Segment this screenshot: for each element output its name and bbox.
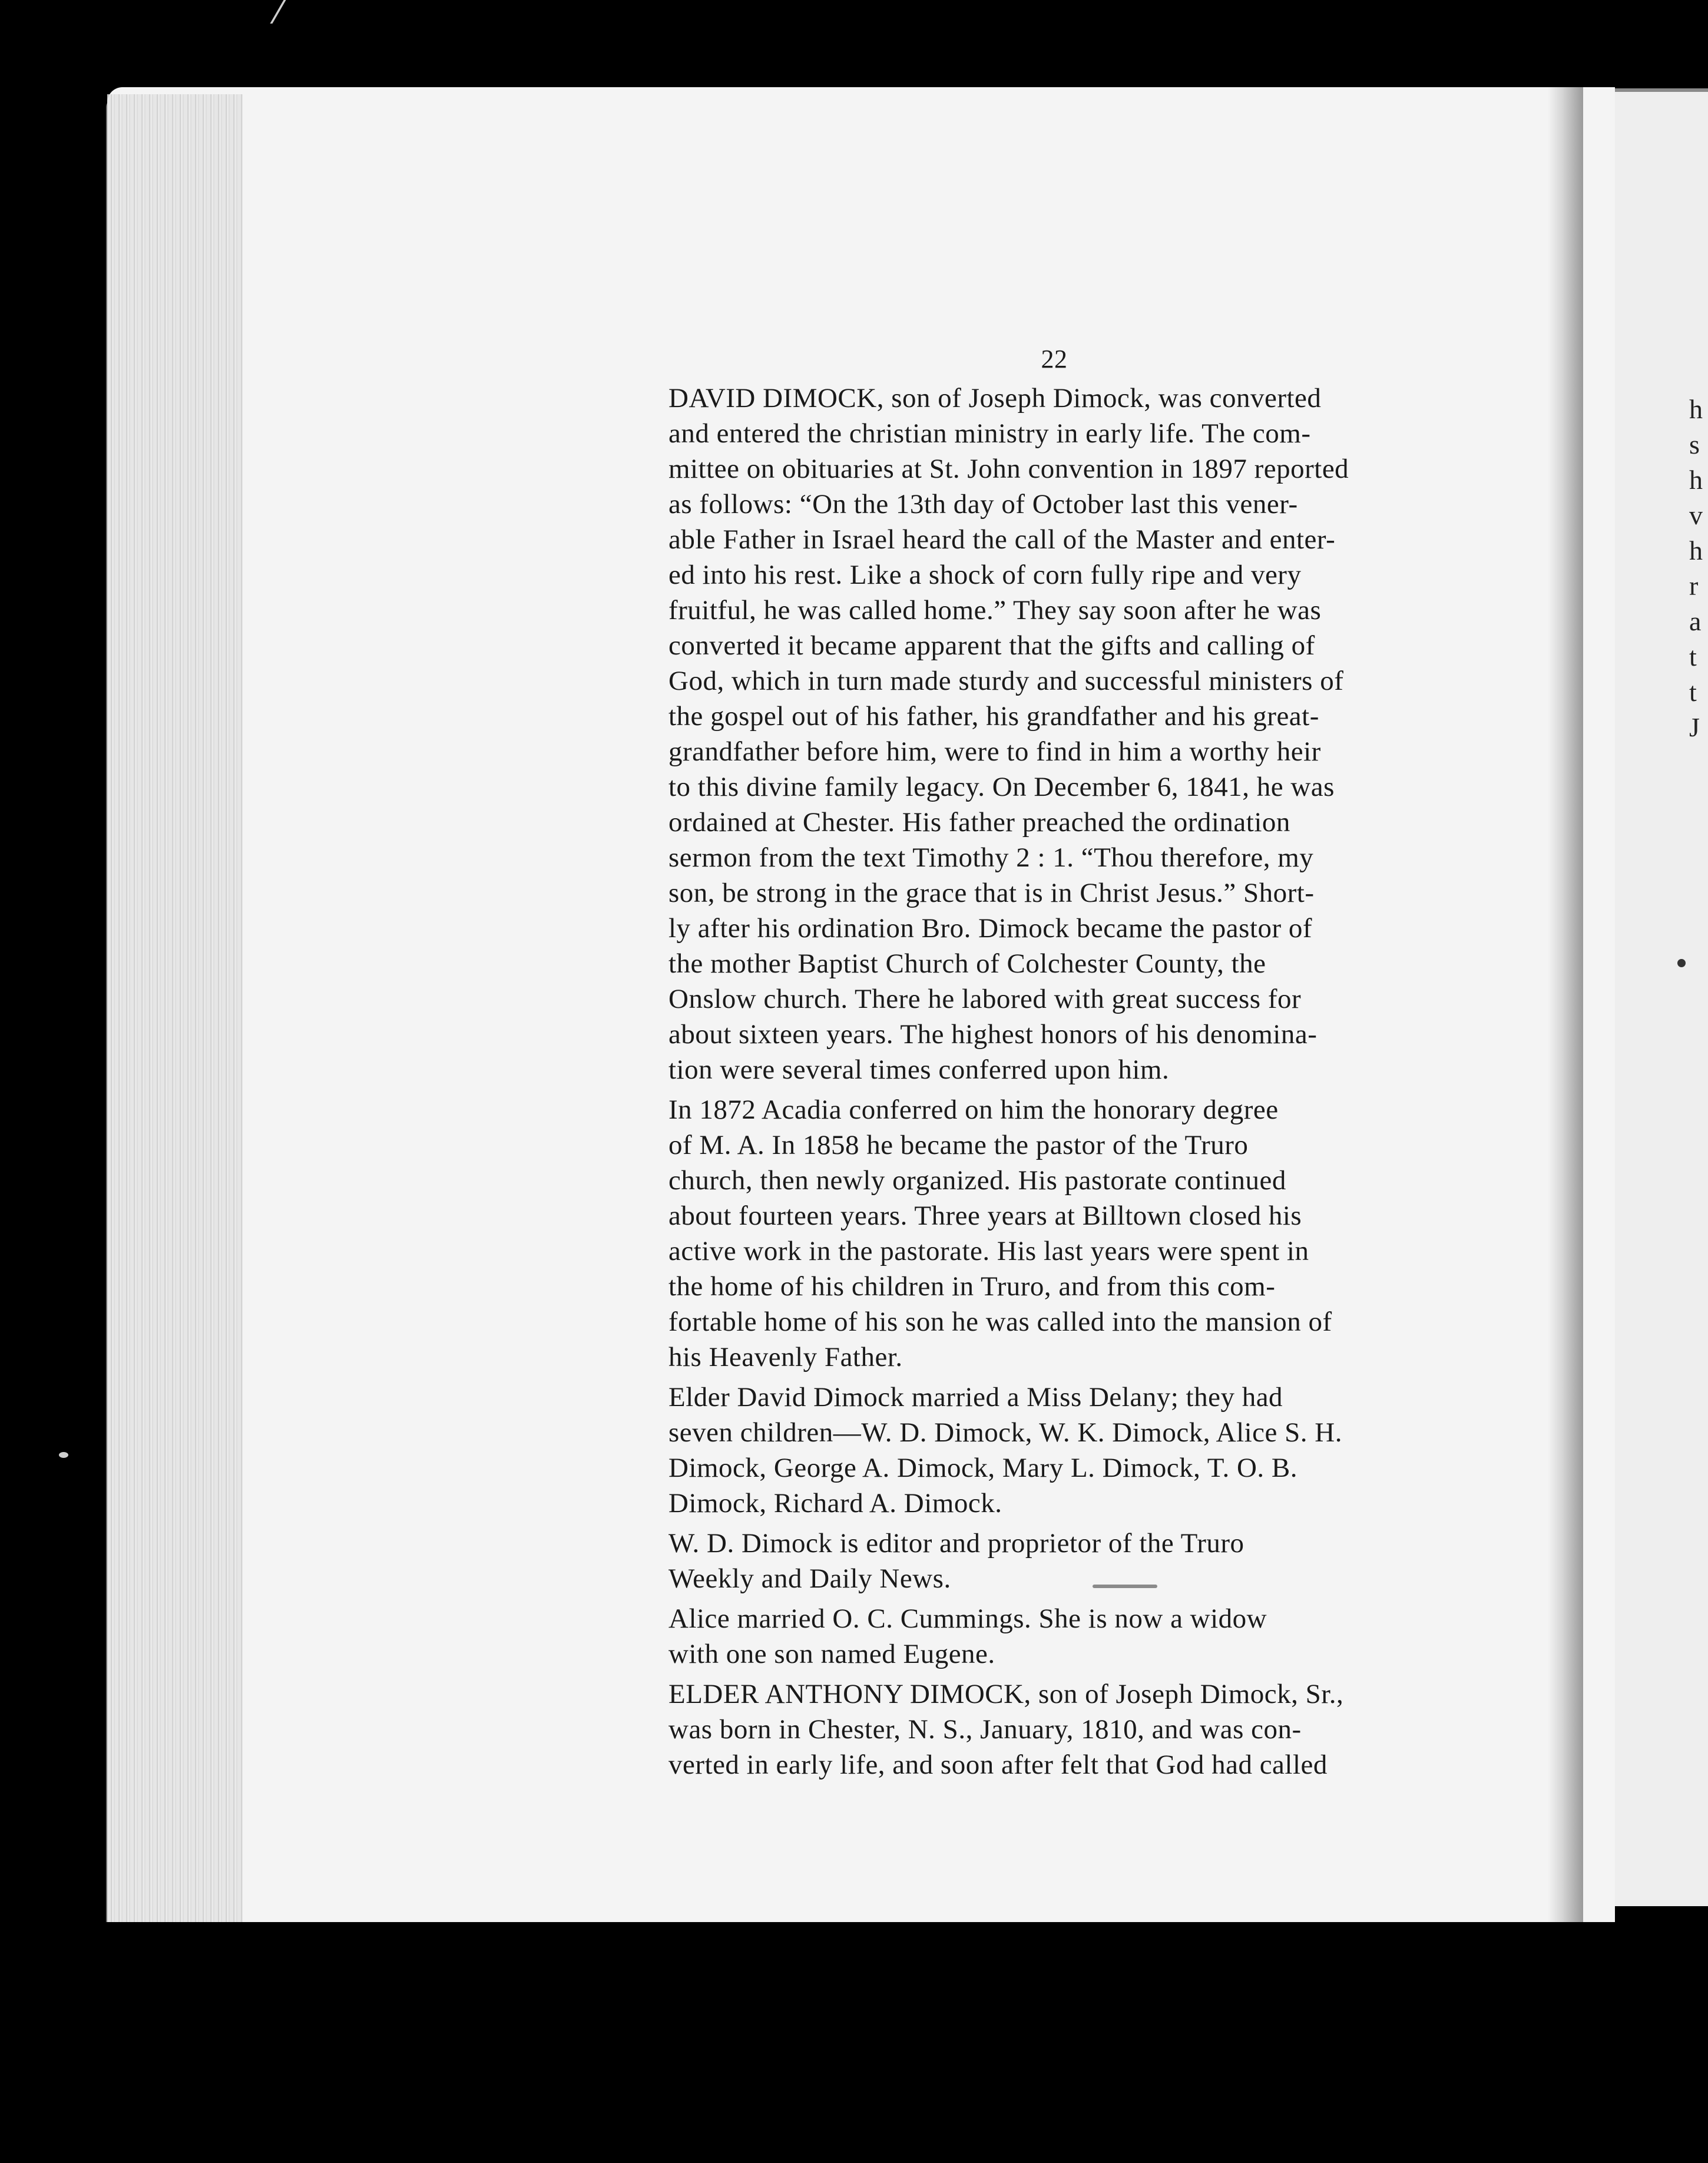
text-line: Dimock, Richard A. Dimock. [668,1488,1002,1519]
text-line: his Heavenly Father. [668,1342,903,1372]
gutter-shadow [1548,87,1583,1922]
scan-speck [270,0,321,24]
text-line: about sixteen years. The highest honors of his denomina- [668,1019,1318,1050]
text-line: DAVID DIMOCK, son of Joseph Dimock, was converted [668,383,1322,414]
text-line: to this divine family legacy. On December 6, 1841, he was [668,772,1335,802]
text-line: fruitful, he was called home.” They say soon after he was [668,595,1322,626]
text-line: ed into his rest. Like a shock of corn fully ripe and very [668,560,1302,590]
facing-page-text-fragments [1689,392,1708,745]
text-line: able Father in Israel heard the call of the Master and enter- [668,524,1336,555]
text-line: with one son named Eugene. [668,1639,995,1669]
text-line: ordained at Chester. His father preached the ordination [668,807,1290,838]
paragraph [598,1601,1511,1672]
text-line: Onslow church. There he labored with great success for [668,984,1302,1014]
page-number: 22 [1041,345,1068,373]
scan-speck [59,1452,68,1458]
text-line: Alice married O. C. Cummings. She is now a widow [668,1603,1267,1634]
text-line: the gospel out of his father, his grandfather and his great- [668,701,1319,732]
text-fragment: h [1689,465,1703,495]
text-fragment: s [1689,429,1700,459]
text-line: seven children—W. D. Dimock, W. K. Dimock, Alice S. H. [668,1417,1342,1448]
text-line: In 1872 Acadia conferred on him the honorary degree [668,1094,1279,1125]
paragraph [598,1380,1511,1521]
text-line: the home of his children in Truro, and from this com- [668,1271,1276,1302]
text-fragment: a [1689,606,1702,636]
text-fragment: r [1689,571,1699,601]
text-line: sermon from the text Timothy 2 : 1. “Thou therefore, my [668,842,1314,873]
text-line: son, be strong in the grace that is in Christ Jesus.” Short- [668,878,1315,908]
paragraph [598,1092,1511,1375]
text-line: Elder David Dimock married a Miss Delany; they had [668,1382,1283,1413]
text-fragment: t [1689,641,1697,672]
text-line: was born in Chester, N. S., January, 1810, and was con- [668,1714,1302,1745]
text-line: mittee on obituaries at St. John convention in 1897 reported [668,454,1349,484]
text-line: active work in the pastorate. His last years were spent in [668,1236,1309,1266]
text-line: church, then newly organized. His pastorate continued [668,1165,1286,1196]
text-fragment: h [1689,394,1703,424]
text-line: the mother Baptist Church of Colchester County, the [668,948,1266,979]
paragraph [598,381,1511,1087]
text-line: ly after his ordination Bro. Dimock became the pastor of [668,913,1313,944]
text-line: about fourteen years. Three years at Billtown closed his [668,1200,1302,1231]
text-line: converted it became apparent that the gifts and calling of [668,630,1315,661]
paragraph [598,1526,1511,1596]
text-line: tion were several times conferred upon him. [668,1054,1170,1085]
text-line: as follows: “On the 13th day of October last this vener- [668,489,1298,520]
text-line: Dimock, George A. Dimock, Mary L. Dimock, T. O. B. [668,1453,1297,1483]
page-fore-edge [107,94,243,1922]
text-line: ELDER ANTHONY DIMOCK, son of Joseph Dimock, Sr., [668,1679,1344,1709]
text-line: Weekly and Daily News. [668,1563,951,1594]
text-fragment: J [1689,712,1700,742]
paragraph [598,1676,1511,1782]
text-fragment: t [1689,677,1697,707]
text-line: and entered the christian ministry in early life. The com- [668,418,1311,449]
page-body [598,342,1511,1787]
text-fragment: v [1689,500,1703,530]
bullet-mark [1677,959,1686,967]
text-fragment: h [1689,535,1703,565]
text-line: fortable home of his son he was called into the mansion of [668,1307,1332,1337]
text-line: God, which in turn made sturdy and successful ministers of [668,666,1344,696]
text-line: grandfather before him, were to find in him a worthy heir [668,736,1321,767]
text-line: verted in early life, and soon after felt that God had called [668,1749,1328,1780]
text-line: of M. A. In 1858 he became the pastor of the Truro [668,1130,1249,1160]
text-line: W. D. Dimock is editor and proprietor of the Truro [668,1528,1244,1559]
ink-blemish [1093,1585,1157,1588]
